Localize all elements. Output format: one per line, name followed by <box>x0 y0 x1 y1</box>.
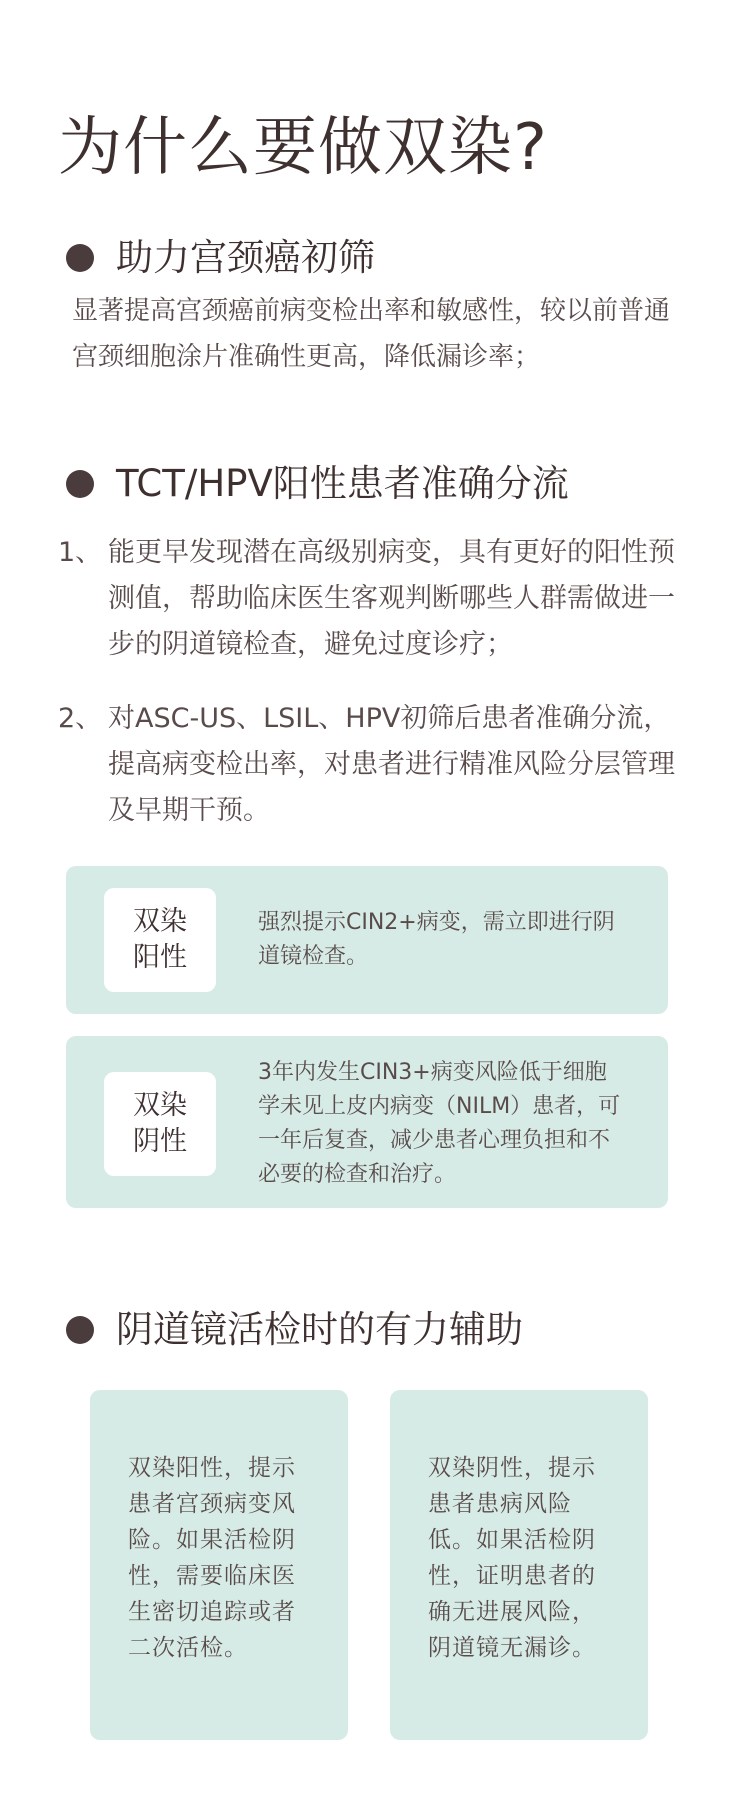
bullet-icon <box>66 470 94 498</box>
list-item <box>58 530 678 668</box>
bullet-icon <box>66 244 94 272</box>
list-item-number: 1、 <box>58 537 103 568</box>
result-tag <box>104 888 216 992</box>
info-box-positive <box>90 1390 348 1740</box>
section-heading-colposcopy <box>66 1308 523 1352</box>
section-heading-screening <box>66 236 375 280</box>
result-card-negative <box>66 1036 668 1208</box>
section-heading-text: 助力宫颈癌初筛 <box>116 236 375 279</box>
info-box-negative <box>390 1390 648 1740</box>
result-card-text: 强烈提示CIN2+病变，需立即进行阴道镜检查。 <box>258 910 615 969</box>
result-card-text: 3年内发生CIN3+病变风险低于细胞学未见上皮内病变（NILM）患者，可一年后复查，减少患者心理负担和不必要的检查和治疗。 <box>258 1060 621 1187</box>
bullet-icon <box>66 1316 94 1344</box>
section-heading-text: TCT/HPV阳性患者准确分流 <box>116 462 569 505</box>
list-item-number: 2、 <box>58 703 103 734</box>
result-tag-line1: 双染 <box>133 906 187 937</box>
result-card-positive <box>66 866 668 1014</box>
section-paragraph-screening: 显著提高宫颈癌前病变检出率和敏感性，较以前普通宫颈细胞涂片准确性更高，降低漏诊率； <box>72 296 671 372</box>
section-heading-triage <box>66 462 569 506</box>
section-heading-text: 阴道镜活检时的有力辅助 <box>116 1308 523 1351</box>
result-tag-line2: 阳性 <box>133 942 187 973</box>
result-tag-line2: 阴性 <box>133 1126 187 1157</box>
page-title: 为什么要做双染? <box>58 111 548 185</box>
result-tag <box>104 1072 216 1176</box>
result-tag-line1: 双染 <box>133 1090 187 1121</box>
info-box-text: 双染阴性，提示患者患病风险低。如果活检阴性，证明患者的确无进展风险，阴道镜无漏诊。 <box>428 1455 596 1661</box>
info-box-text: 双染阳性，提示患者宫颈病变风险。如果活检阴性，需要临床医生密切追踪或者二次活检。 <box>128 1455 296 1661</box>
list-item <box>58 696 678 834</box>
list-item-text: 对ASC-US、LSIL、HPV初筛后患者准确分流，提高病变检出率，对患者进行精准风险分层管理及早期干预。 <box>108 703 675 826</box>
list-item-text: 能更早发现潜在高级别病变，具有更好的阳性预测值，帮助临床医生客观判断哪些人群需做进一步的阴道镜检查，避免过度诊疗； <box>108 537 675 660</box>
